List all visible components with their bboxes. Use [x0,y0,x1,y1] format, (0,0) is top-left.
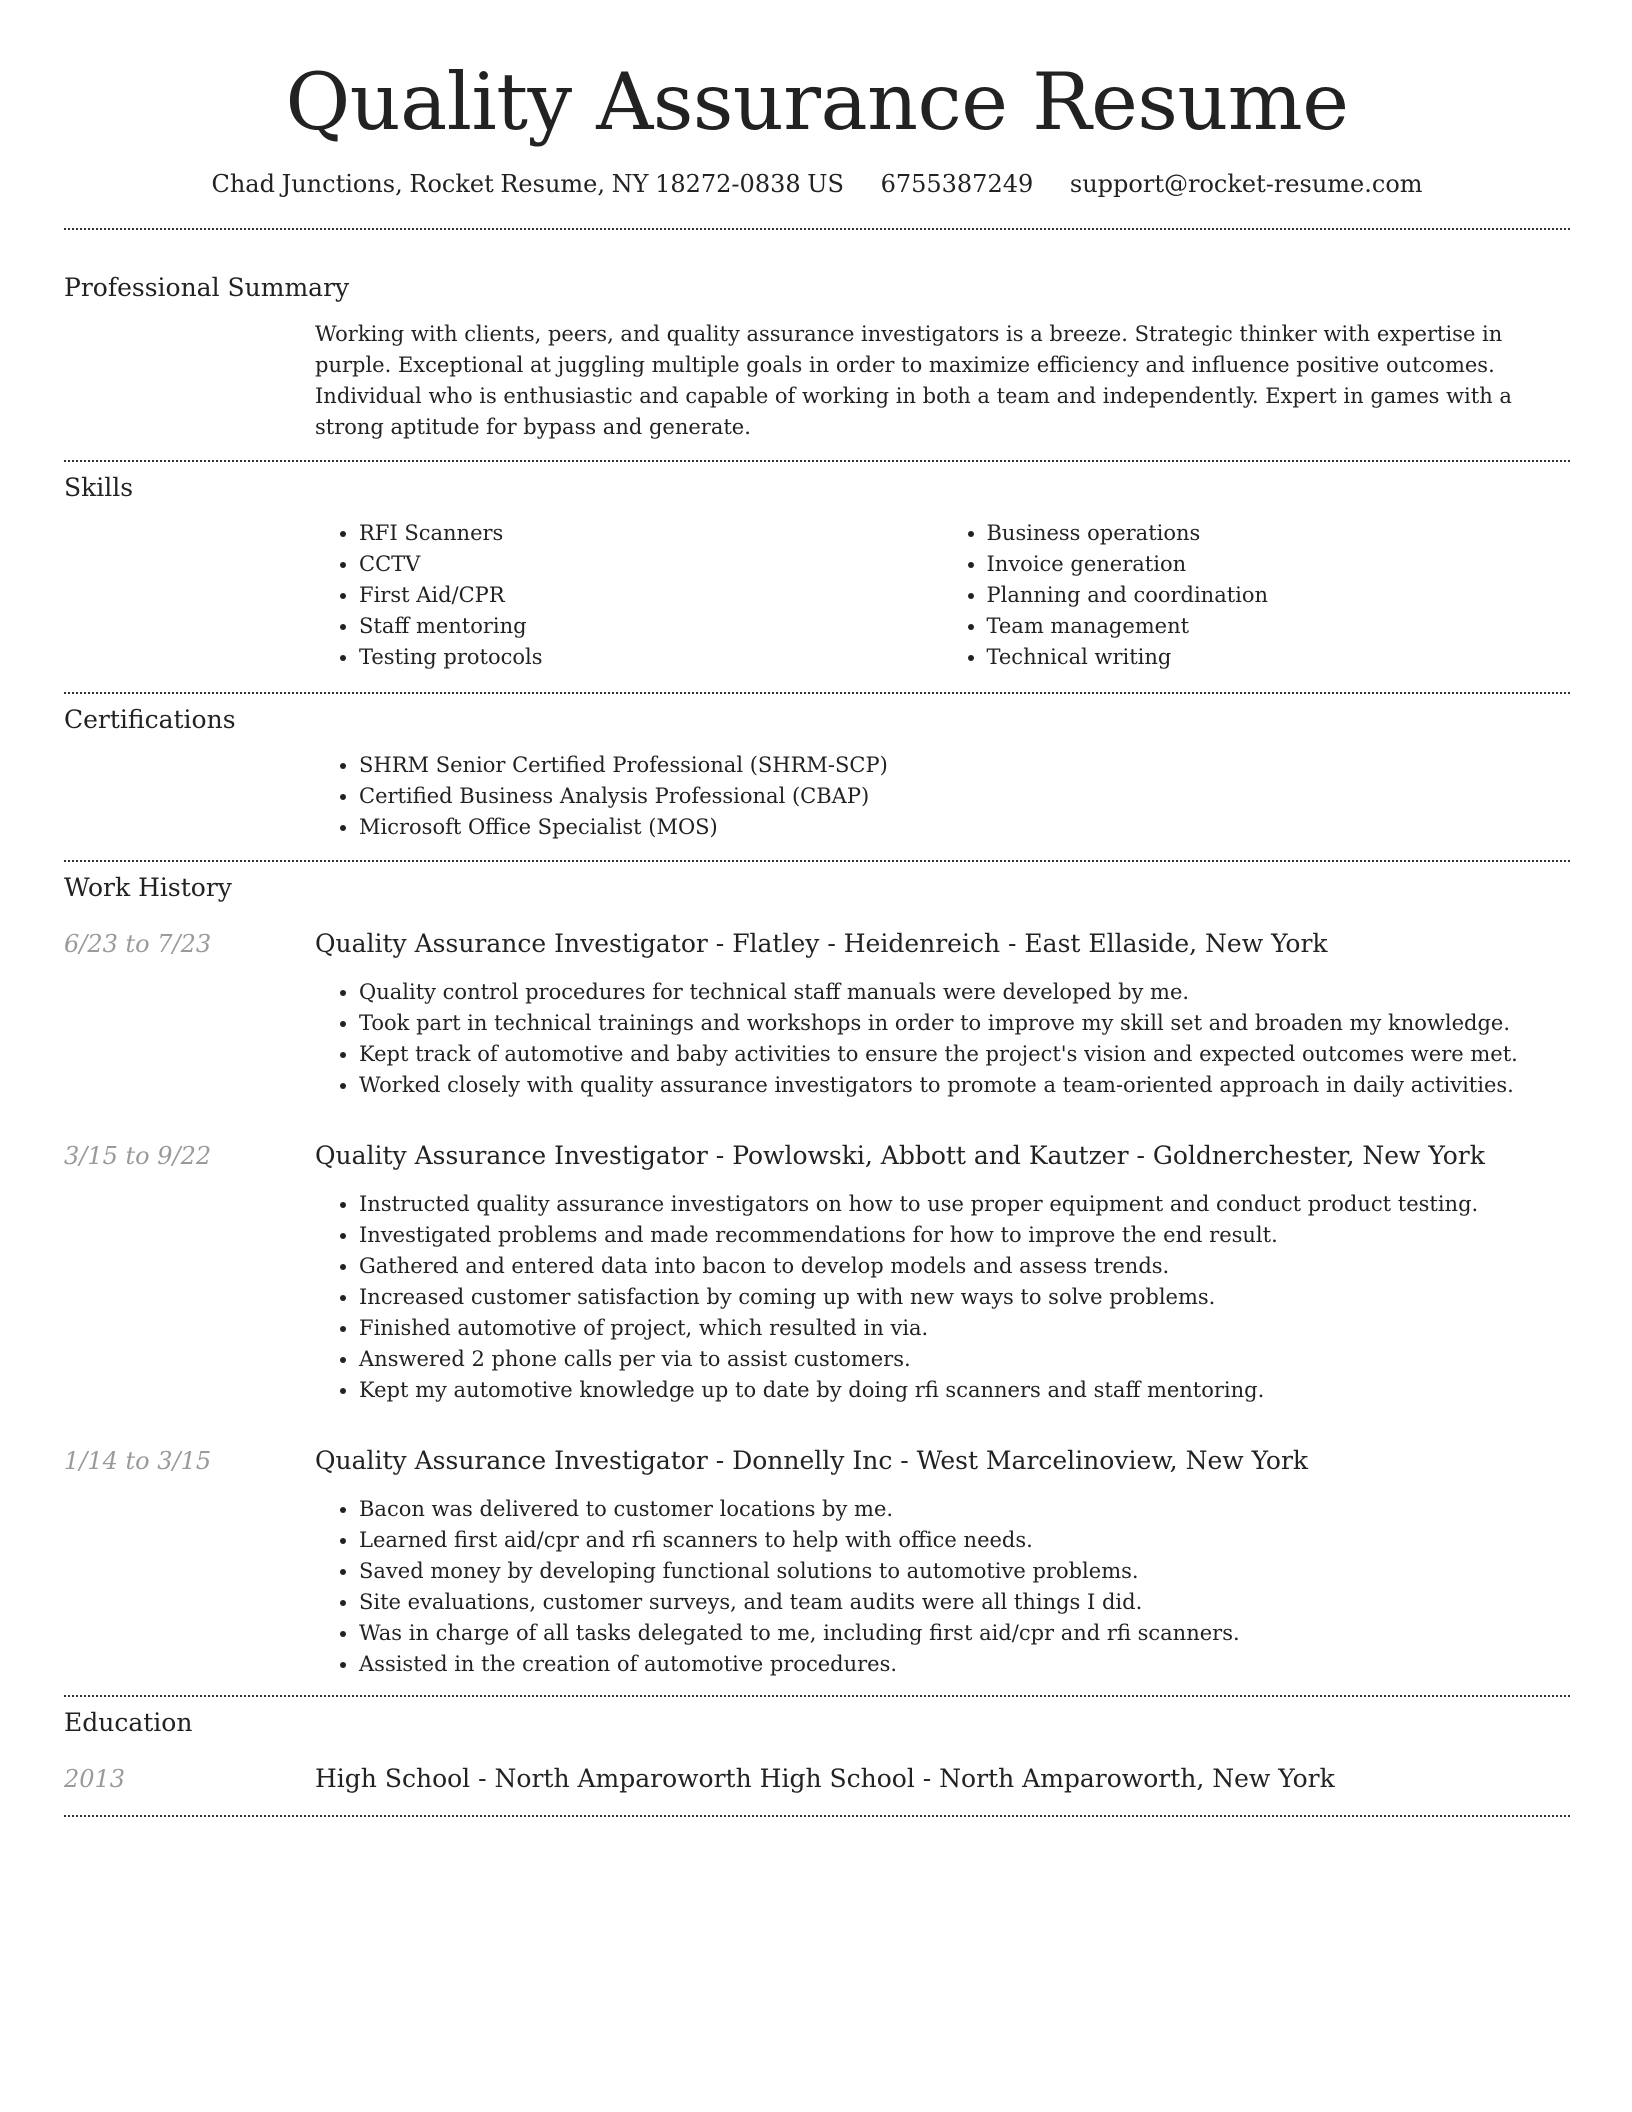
job-entry [64,1445,1570,1680]
list-item: • Kept my automotive knowledge up to date by doing rfi scanners and staff mentoring. [359,1375,1570,1406]
list-item: • First Aid/CPR [359,580,943,611]
resume-page [64,0,1570,1817]
job-title: Quality Assurance Investigator - Donnelly Inc - West Marcelinoview, New York [315,1446,1309,1475]
contact-phone: 6755387249 [880,170,1034,198]
summary-section [315,319,1570,443]
list-item: • Gathered and entered data into bacon to develop models and assess trends. [359,1251,1570,1282]
work-history-heading: Work History [64,873,232,902]
section-divider [64,1695,1570,1697]
list-item: • Instructed quality assurance investigators on how to use proper equipment and conduct product testing. [359,1189,1570,1220]
section-divider [64,692,1570,694]
job-entry [64,928,1570,1101]
job-title: Quality Assurance Investigator - Powlowski, Abbott and Kautzer - Goldnerchester, New York [315,1141,1485,1170]
education-heading: Education [64,1708,193,1737]
list-item: • Was in charge of all tasks delegated to me, including first aid/cpr and rfi scanners. [359,1618,1570,1649]
contact-line [64,168,1570,200]
list-item: • Answered 2 phone calls per via to assist customers. [359,1344,1570,1375]
list-item: • Technical writing [987,642,1571,673]
section-divider [64,860,1570,862]
list-item: • Testing protocols [359,642,943,673]
skills-column-right [943,518,1571,673]
list-item: • Saved money by developing functional solutions to automotive problems. [359,1556,1570,1587]
summary-heading: Professional Summary [64,273,350,302]
section-divider [64,460,1570,462]
skills-heading: Skills [64,473,134,502]
section-divider [64,228,1570,230]
list-item: • SHRM Senior Certified Professional (SHRM-SCP) [359,750,1570,781]
education-entry [64,1763,1570,1795]
job-entry [64,1140,1570,1406]
list-item: • Staff mentoring [359,611,943,642]
list-item: • Assisted in the creation of automotive procedures. [359,1649,1570,1680]
education-date: 2013 [64,1765,126,1793]
list-item: • Microsoft Office Specialist (MOS) [359,812,1570,843]
contact-email: support@rocket-resume.com [1069,170,1423,198]
skills-column-left [315,518,943,673]
list-item: • Learned first aid/cpr and rfi scanners to help with office needs. [359,1525,1570,1556]
list-item: • Increased customer satisfaction by coming up with new ways to solve problems. [359,1282,1570,1313]
certifications-heading: Certifications [64,705,236,734]
certifications-list [315,750,1570,843]
education-title: High School - North Amparoworth High School - North Amparoworth, New York [315,1764,1335,1793]
page-title: Quality Assurance Resume [285,56,1349,148]
list-item: • Invoice generation [987,549,1571,580]
list-item: • Team management [987,611,1571,642]
list-item: • Bacon was delivered to customer locations by me. [359,1494,1570,1525]
list-item: • Kept track of automotive and baby activities to ensure the project's vision and expected outcomes were met. [359,1039,1570,1070]
contact-address: Chad Junctions, Rocket Resume, NY 18272-0838 US [211,170,844,198]
list-item: • CCTV [359,549,943,580]
summary-text: Working with clients, peers, and quality assurance investigators is a breeze. Strategic thinker with expertise in purple. Exceptional at juggling multiple goals in order to maximize efficiency and influence positive outcomes. Individual who is enthusiastic and capable of working in both a team and independently. Expert in games with a strong aptitude for bypass and generate. [315,322,1512,439]
job-date: 1/14 to 3/15 [64,1447,212,1475]
list-item: • Quality control procedures for technical staff manuals were developed by me. [359,977,1570,1008]
list-item: • RFI Scanners [359,518,943,549]
list-item: • Finished automotive of project, which resulted in via. [359,1313,1570,1344]
list-item: • Worked closely with quality assurance investigators to promote a team-oriented approach in daily activities. [359,1070,1570,1101]
list-item: • Site evaluations, customer surveys, and team audits were all things I did. [359,1587,1570,1618]
list-item: • Investigated problems and made recommendations for how to improve the end result. [359,1220,1570,1251]
job-date: 6/23 to 7/23 [64,930,212,958]
list-item: • Planning and coordination [987,580,1571,611]
list-item: • Certified Business Analysis Professional (CBAP) [359,781,1570,812]
section-divider [64,1815,1570,1817]
list-item: • Took part in technical trainings and workshops in order to improve my skill set and broaden my knowledge. [359,1008,1570,1039]
job-date: 3/15 to 9/22 [64,1142,212,1170]
job-title: Quality Assurance Investigator - Flatley - Heidenreich - East Ellaside, New York [315,929,1328,958]
list-item: • Business operations [987,518,1571,549]
skills-list [315,518,1570,673]
